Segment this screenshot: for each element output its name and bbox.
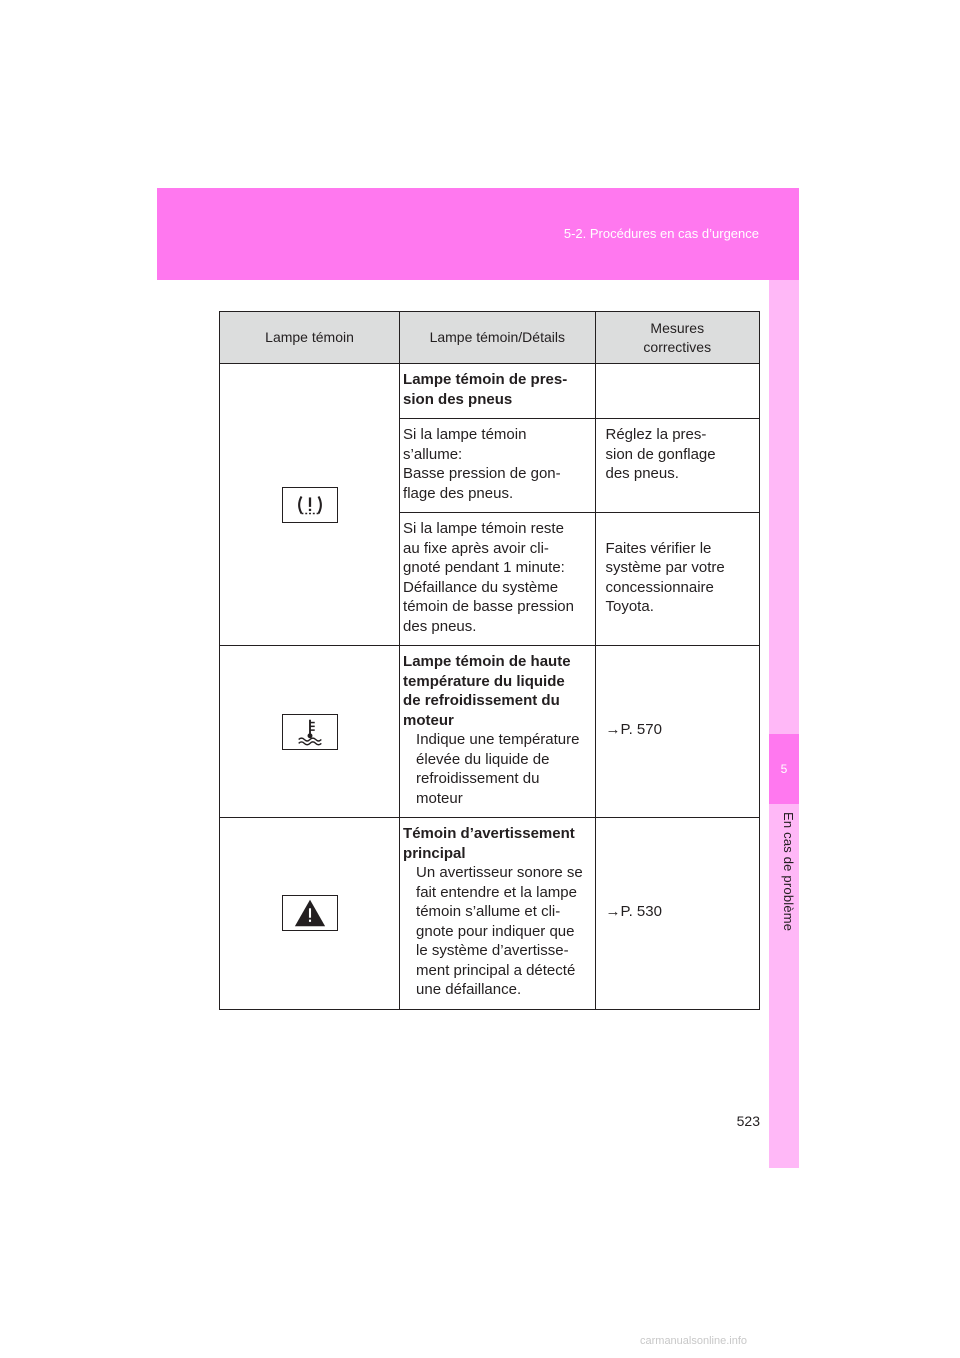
master-warning-description: Un avertisseur sonore se fait entendre et la lampe témoin s’allume et cli- gnote pour indiquer que le système d’avertisse- ment principal a détecté une défaillance. bbox=[416, 864, 583, 998]
section-title: 5-2. Procédures en cas d’urgence bbox=[563, 226, 759, 241]
master-warning-title: Témoin d’avertissement principal bbox=[403, 825, 575, 862]
tire-condition-blink: Si la lampe témoin reste au fixe après avoir cli- gnoté pendant 1 minute: Défaillance du système témoin de basse pression des pneus. bbox=[400, 513, 595, 646]
column-header-lamp: Lampe témoin bbox=[220, 312, 400, 364]
tire-measure-adjust: Réglez la pres- sion de gonflage des pneus. bbox=[595, 419, 760, 513]
tire-pressure-warning-icon bbox=[282, 487, 338, 523]
tire-pressure-title: Lampe témoin de pres- sion des pneus bbox=[400, 364, 595, 419]
master-warning-measure: →P. 530 bbox=[595, 818, 760, 1010]
chapter-number: 5 bbox=[769, 734, 799, 804]
watermark: carmanualsonline.info bbox=[640, 1335, 748, 1347]
master-warning-icon bbox=[282, 895, 338, 931]
coolant-temperature-icon bbox=[282, 714, 338, 750]
coolant-measure: →P. 570 bbox=[595, 646, 760, 818]
icon-cell bbox=[220, 818, 400, 1010]
coolant-title: Lampe témoin de haute température du liquide de refroidissement du moteur bbox=[403, 653, 571, 729]
table-header-row bbox=[220, 312, 760, 364]
table-row bbox=[220, 364, 760, 419]
coolant-detail bbox=[400, 646, 595, 818]
master-warning-detail bbox=[400, 818, 595, 1010]
table-row bbox=[220, 646, 760, 818]
tire-measure-dealer: Faites vérifier le système par votre concessionnaire Toyota. bbox=[595, 513, 760, 646]
coolant-description: Indique une température élevée du liquide de refroidissement du moteur bbox=[416, 731, 580, 807]
warning-lights-table bbox=[219, 311, 760, 1010]
empty-measure-cell bbox=[595, 364, 760, 419]
icon-cell bbox=[220, 364, 400, 646]
column-header-measures: Mesures correctives bbox=[595, 312, 760, 364]
icon-cell bbox=[220, 646, 400, 818]
chapter-label: En cas de problème bbox=[781, 812, 796, 932]
chapter-side-tab bbox=[769, 280, 799, 1168]
tire-condition-on: Si la lampe témoin s’allume: Basse pression de gon- flage des pneus. bbox=[400, 419, 595, 513]
page-number: 523 bbox=[736, 1113, 760, 1129]
table-row bbox=[220, 818, 760, 1010]
section-header-band bbox=[157, 188, 799, 280]
column-header-details: Lampe témoin/Détails bbox=[400, 312, 595, 364]
